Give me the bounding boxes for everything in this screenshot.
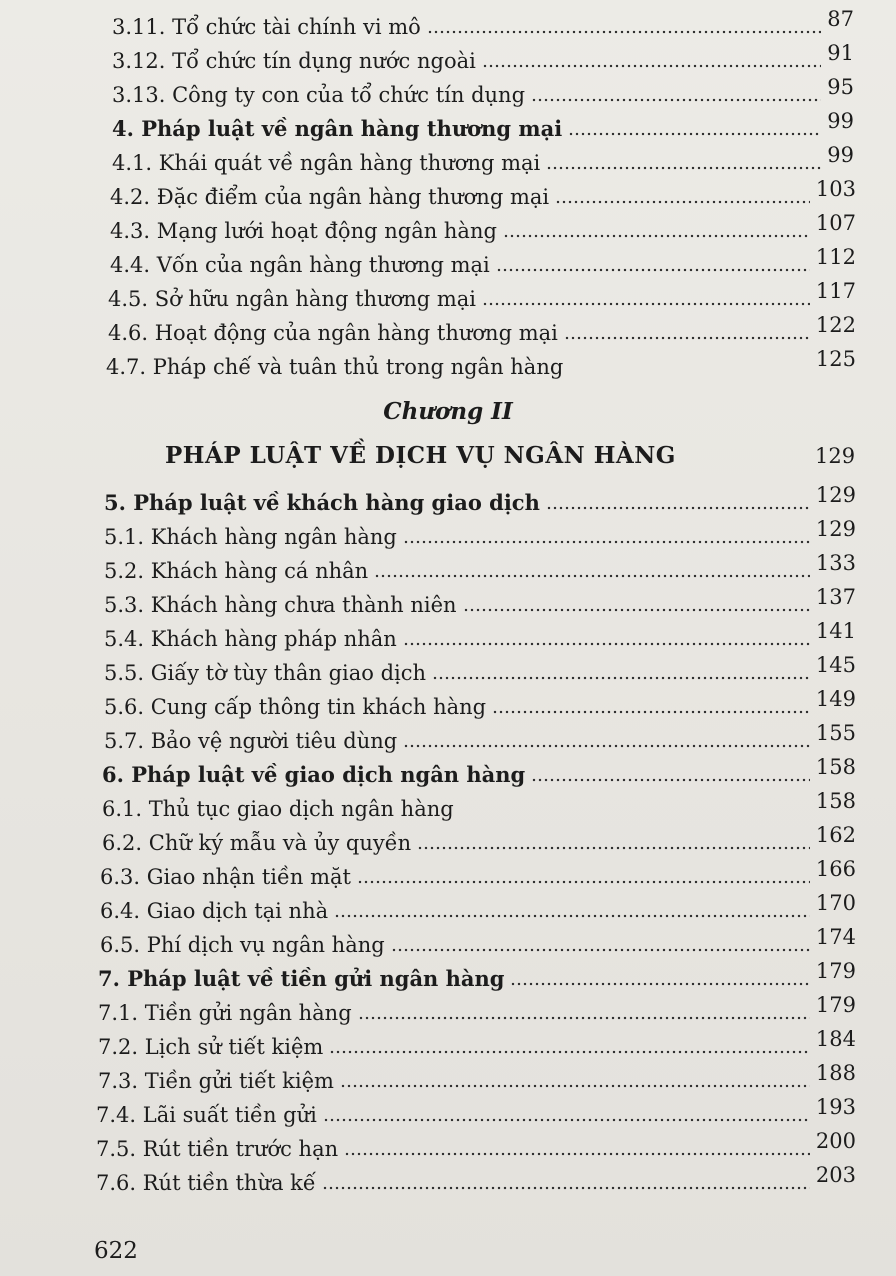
dot-leader xyxy=(322,1185,810,1191)
toc-entry xyxy=(102,822,856,856)
toc-entry xyxy=(104,618,856,652)
toc-entry-label: 4.4. Vốn của ngân hàng thương mại xyxy=(110,253,490,277)
toc-entry xyxy=(104,720,856,754)
toc-entry-label: 3.13. Công ty con của tổ chức tín dụng xyxy=(112,83,526,107)
toc-entry-page: 162 xyxy=(815,823,856,847)
dot-leader xyxy=(531,97,821,103)
toc-entry xyxy=(104,516,856,550)
toc-entry-label: 5.6. Cung cấp thông tin khách hàng xyxy=(104,695,487,719)
dot-leader xyxy=(334,913,810,919)
toc-entry-label: 4.7. Pháp chế và tuân thủ trong ngân hàng xyxy=(106,355,564,379)
dot-leader xyxy=(340,1083,810,1089)
dot-leader xyxy=(531,777,810,783)
toc-entry-page: 129 xyxy=(815,517,856,541)
toc-entry xyxy=(100,924,856,958)
toc-section-entry xyxy=(112,108,854,142)
toc-entry xyxy=(100,856,856,890)
dot-leader xyxy=(403,641,810,647)
toc-entry-label: 6.5. Phí dịch vụ ngân hàng xyxy=(100,933,385,957)
toc-entry-label: 7.1. Tiền gửi ngân hàng xyxy=(98,1001,352,1025)
dot-leader xyxy=(555,199,810,205)
chapter-title: Chương II xyxy=(383,398,513,425)
toc-entry-page: 141 xyxy=(815,619,856,643)
toc-entry-page: 112 xyxy=(815,245,856,269)
dot-leader xyxy=(503,233,810,239)
toc-entry-page: 203 xyxy=(815,1163,856,1187)
toc-entry-label: 7.4. Lãi suất tiền gửi xyxy=(96,1103,317,1127)
toc-entry xyxy=(104,652,856,686)
toc-entry-label: 4.3. Mạng lưới hoạt động ngân hàng xyxy=(110,219,497,243)
toc-entry xyxy=(96,1162,856,1196)
toc-entry-page: 184 xyxy=(815,1027,856,1051)
toc-entry-page: 166 xyxy=(815,857,856,881)
toc-entry xyxy=(96,1094,856,1128)
toc-entry-page: 149 xyxy=(815,687,856,711)
toc-entry-label: 5.7. Bảo vệ người tiêu dùng xyxy=(104,729,398,753)
toc-entry-label: 7.2. Lịch sử tiết kiệm xyxy=(98,1035,324,1059)
toc-entry xyxy=(110,210,856,244)
toc-entry-label: 5.1. Khách hàng ngân hàng xyxy=(104,525,397,549)
toc-entry xyxy=(112,74,854,108)
toc-entry xyxy=(98,1026,856,1060)
toc-entry xyxy=(104,584,856,618)
toc-entry-page: 122 xyxy=(815,313,856,337)
dot-leader xyxy=(417,845,810,851)
toc-entry xyxy=(96,1128,856,1162)
toc-entry-page: 200 xyxy=(815,1129,856,1153)
dot-leader xyxy=(482,301,810,307)
toc-entry-label: 6.2. Chữ ký mẫu và ủy quyền xyxy=(102,831,412,855)
toc-entry-label: 6.1. Thủ tục giao dịch ngân hàng xyxy=(102,797,454,821)
toc-entry-label: 7.6. Rút tiền thừa kế xyxy=(96,1171,316,1195)
toc-entry-label: 5.4. Khách hàng pháp nhân xyxy=(104,627,397,651)
page-number: 622 xyxy=(94,1238,138,1264)
toc-entry-page: 188 xyxy=(815,1061,856,1085)
toc-entry xyxy=(112,142,854,176)
toc-entry-page: 137 xyxy=(815,585,856,609)
dot-leader xyxy=(403,539,810,545)
toc-entry-page: 133 xyxy=(815,551,856,575)
toc-entry-page: 193 xyxy=(815,1095,856,1119)
toc-entry xyxy=(104,550,856,584)
toc-entry xyxy=(102,788,856,822)
dot-leader xyxy=(510,981,809,987)
toc-entry xyxy=(110,244,856,278)
toc-entry-label: 5.2. Khách hàng cá nhân xyxy=(104,559,369,583)
toc-section-entry xyxy=(98,958,856,992)
dot-leader xyxy=(357,879,810,885)
toc-entry-label: 7. Pháp luật về tiền gửi ngân hàng xyxy=(98,966,505,991)
chapter-heading: PHÁP LUẬT VỀ DỊCH VỤ NGÂN HÀNG xyxy=(165,442,676,469)
toc-entry xyxy=(104,686,856,720)
toc-entry-label: 4.5. Sở hữu ngân hàng thương mại xyxy=(108,287,477,311)
toc-entry-page: 145 xyxy=(815,653,856,677)
dot-leader xyxy=(492,709,810,715)
toc-entry-page: 129 xyxy=(815,483,856,507)
toc-entry-label: 6.4. Giao dịch tại nhà xyxy=(100,899,329,923)
toc-entry-page: 170 xyxy=(815,891,856,915)
toc-entry-label: 5.3. Khách hàng chưa thành niên xyxy=(104,593,457,617)
dot-leader xyxy=(496,267,810,273)
dot-leader xyxy=(329,1049,810,1055)
toc-entry-page: 99 xyxy=(827,143,854,167)
toc-entry-label: 6. Pháp luật về giao dịch ngân hàng xyxy=(102,762,526,787)
toc-entry-label: 7.5. Rút tiền trước hạn xyxy=(96,1137,339,1161)
toc-entry-label: 3.12. Tổ chức tín dụng nước ngoài xyxy=(112,49,476,73)
toc-entry-label: 4.6. Hoạt động của ngân hàng thương mại xyxy=(108,321,558,345)
toc-entry-page: 158 xyxy=(815,755,856,779)
dot-leader xyxy=(546,505,810,511)
toc-entry xyxy=(112,40,854,74)
toc-entry xyxy=(112,6,854,40)
toc-entry-page: 103 xyxy=(815,177,856,201)
toc-entry xyxy=(98,1060,856,1094)
toc-entry-page: 99 xyxy=(827,109,854,133)
dot-leader xyxy=(374,573,810,579)
toc-entry-label: 4. Pháp luật về ngân hàng thương mại xyxy=(112,116,563,141)
toc-entry-label: 5.5. Giấy tờ tùy thân giao dịch xyxy=(104,661,427,685)
dot-leader xyxy=(323,1117,810,1123)
toc-entry-page: 107 xyxy=(815,211,856,235)
toc-entry xyxy=(106,346,856,380)
toc-entry-page: 91 xyxy=(827,41,854,65)
toc-entry-page: 158 xyxy=(815,789,856,813)
toc-section-entry xyxy=(102,754,856,788)
toc-entry-page: 179 xyxy=(815,993,856,1017)
toc-entry-label: 4.1. Khái quát về ngân hàng thương mại xyxy=(112,151,541,175)
dot-leader xyxy=(482,63,821,69)
toc-entry-page: 117 xyxy=(815,279,856,303)
toc-entry-page: 155 xyxy=(815,721,856,745)
dot-leader xyxy=(344,1151,810,1157)
dot-leader xyxy=(403,743,810,749)
toc-entry xyxy=(108,312,856,346)
toc-entry-label: 4.2. Đặc điểm của ngân hàng thương mại xyxy=(110,185,550,209)
toc-entry-page: 125 xyxy=(815,347,856,371)
chapter-page: 129 xyxy=(815,444,856,468)
toc-entry-label: 5. Pháp luật về khách hàng giao dịch xyxy=(104,490,540,515)
dot-leader xyxy=(427,29,821,35)
dot-leader xyxy=(391,947,810,953)
dot-leader xyxy=(463,607,810,613)
toc-section-entry xyxy=(104,482,856,516)
toc-entry xyxy=(98,992,856,1026)
toc-entry-page: 174 xyxy=(815,925,856,949)
toc-entry xyxy=(110,176,856,210)
toc-entry-page: 179 xyxy=(815,959,856,983)
toc-entry-label: 7.3. Tiền gửi tiết kiệm xyxy=(98,1069,334,1093)
dot-leader xyxy=(564,335,810,341)
toc-entry-label: 3.11. Tổ chức tài chính vi mô xyxy=(112,15,421,39)
dot-leader xyxy=(546,165,821,171)
toc-entry-page: 87 xyxy=(827,7,854,31)
toc-entry-page: 95 xyxy=(827,75,854,99)
toc-entry-label: 6.3. Giao nhận tiền mặt xyxy=(100,865,351,889)
dot-leader xyxy=(358,1015,810,1021)
dot-leader xyxy=(568,131,821,137)
dot-leader xyxy=(432,675,810,681)
toc-entry xyxy=(108,278,856,312)
toc-entry xyxy=(100,890,856,924)
